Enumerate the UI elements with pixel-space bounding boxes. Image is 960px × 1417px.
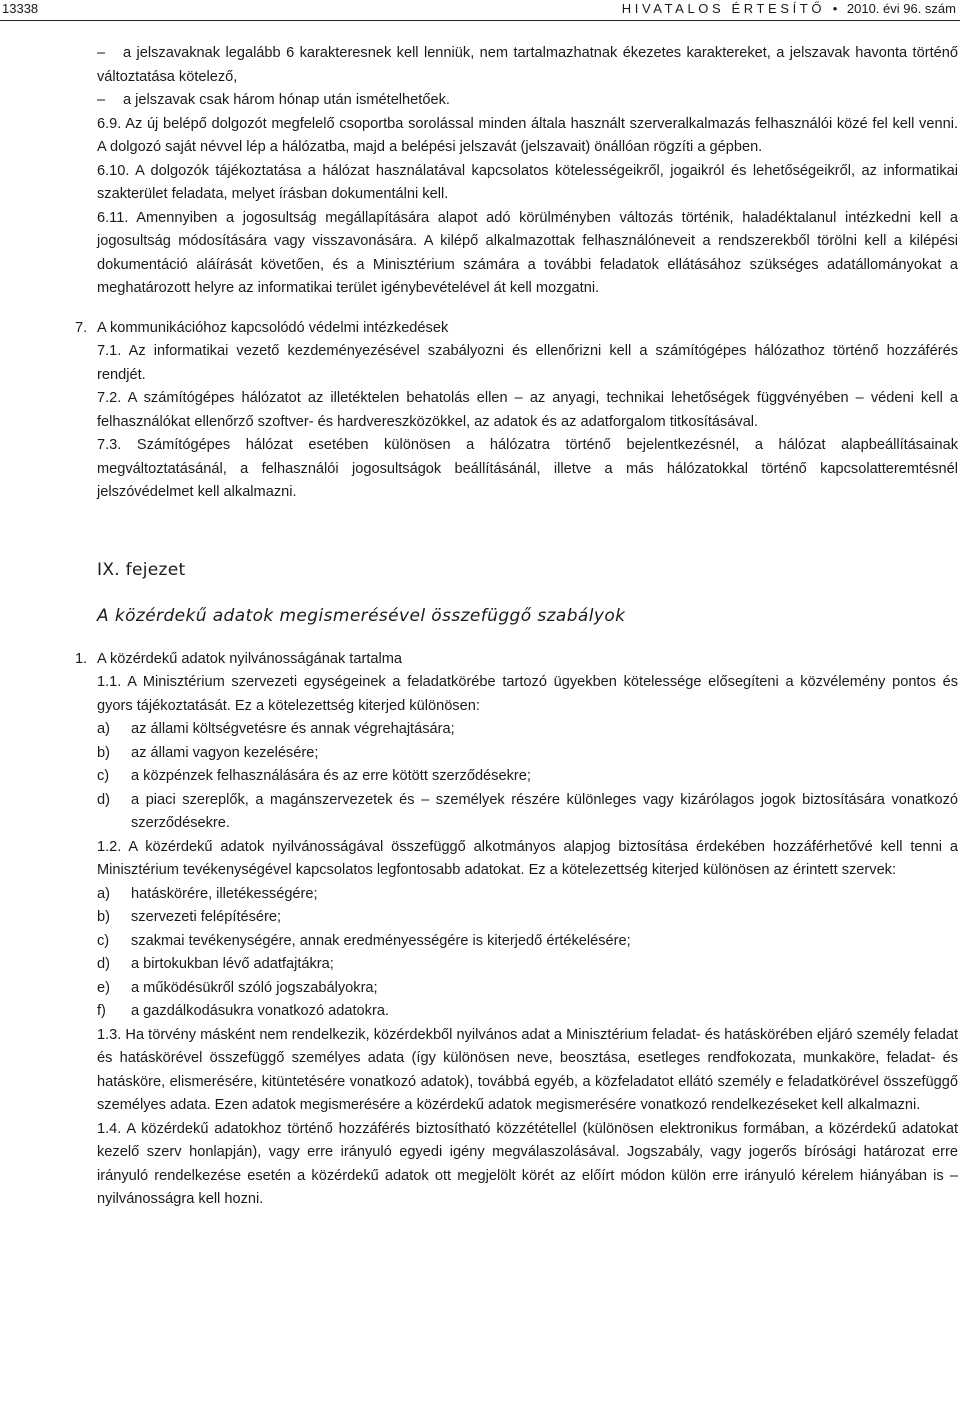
- list-text: hatáskörére, illetékességére;: [131, 885, 318, 902]
- list-label: e): [97, 979, 110, 996]
- chapter-title: A közérdekű adatok megismerésével összefüggő szabályok: [97, 605, 626, 626]
- list-item: [97, 883, 958, 907]
- list-item: [97, 765, 958, 789]
- list-item: [97, 718, 958, 742]
- bullet-separator: •: [832, 1, 838, 16]
- list-text: a működésükről szóló jogszabályokra;: [131, 979, 378, 996]
- list-item: [97, 977, 958, 1001]
- section-1-heading: [75, 648, 958, 672]
- paragraph-6-10: [97, 160, 958, 207]
- paragraph-number: 7.2.: [97, 390, 122, 406]
- page-header: [0, 0, 960, 21]
- section-7-heading: [75, 317, 958, 341]
- dash-mark: –: [97, 92, 106, 108]
- list-label: a): [97, 721, 110, 737]
- journal-name: HIVATALOS ÉRTESÍTŐ: [621, 1, 826, 16]
- paragraph-6-11: [97, 207, 958, 301]
- list-item: [97, 1000, 958, 1024]
- paragraph-6-9: [97, 113, 958, 160]
- list-item: [97, 906, 958, 930]
- list-text: a gazdálkodásukra vonatkozó adatokra.: [131, 1003, 389, 1019]
- paragraph-text: Az informatikai vezető kezdeményezésével szabályozni és ellenőrizni kell a számítógépes hálózathoz történő hozzáférés rendjét.: [97, 343, 959, 383]
- dash-mark: –: [97, 45, 106, 61]
- list-label: c): [97, 768, 110, 784]
- list-item: [97, 930, 958, 954]
- dash-item-text: a jelszavaknak legalább 6 karakteresnek kell lenniük, nem tartalmazhatnak ékezetes karaktereket, a jelszavak havonta történő változtatása kötelező,: [97, 45, 958, 85]
- list-text: szakmai tevékenységére, annak eredményességére is kiterjedő értékelésére;: [131, 932, 631, 949]
- page-number: 13338: [2, 1, 39, 16]
- list-label: b): [97, 909, 110, 925]
- section-number: 1.: [75, 650, 88, 667]
- list-text: a közpénzek felhasználására és az erre kötött szerződésekre;: [131, 768, 531, 784]
- paragraph-text: Az új belépő dolgozót megfelelő csoportba sorolással minden általa használt szerveralkalmazás felhasználói közé fel kell venni. A dolgozó saját névvel lép a hálózatba, majd a belépési jelszavát (jelszavait) önállóan rögzíti a gépben.: [97, 115, 959, 155]
- paragraph-text: A dolgozók tájékoztatása a hálózat használatával kapcsolatos kötelességeikről, jogaikról és lehetőségeikről, az informatikai szakterület feladata, melyet írásban dokumentálni kell.: [97, 162, 958, 202]
- dash-item: [97, 42, 958, 89]
- list-label: d): [97, 956, 110, 972]
- list-label: d): [97, 791, 110, 808]
- list-item: [97, 789, 958, 836]
- list-text: a piaci szereplők, a magánszervezetek és – személyek részére különleges vagy kizárólagos jogok biztosítására vonatkozó szerződésekre.: [131, 791, 958, 831]
- list-label: a): [97, 885, 110, 902]
- paragraph-text: Számítógépes hálózat esetében különösen a hálózatra történő bejelentkezésnél, a hálózat alapbeállításainak megváltoztatásánál, a felhasználói jogosultságok beállításánál, illetve a más hálózatokkal történő kapcsolatteremtésnél jelszóvédelmet kell alkalmazni.: [97, 437, 958, 500]
- list-label: b): [97, 744, 110, 761]
- paragraph-1-1: 1.1. A Minisztérium szervezeti egységeinek a feladatkörébe tartozó ügyekben kötelessége elősegíteni a közvélemény pontos és gyors tájékoztatását. Ez a kötelezettség kiterjed különösen:: [97, 674, 958, 714]
- section-number: 7.: [75, 319, 88, 336]
- document-body: [75, 42, 959, 1212]
- list-text: a birtokukban lévő adatfajtákra;: [131, 956, 334, 972]
- paragraph-text: A számítógépes hálózatot az illetéktelen behatolás ellen – az anyagi, technikai lehetőségek függvényében – védeni kell a felhasználókat ellenőrző szoftver- és hardvereszközökkel, az adatok és az adatforgalom titkosításával.: [97, 390, 959, 430]
- section-title: A kommunikációhoz kapcsolódó védelmi intézkedések: [97, 319, 449, 336]
- journal-title: [622, 0, 956, 18]
- section-title: A közérdekű adatok nyilvánosságának tartalma: [97, 650, 403, 667]
- paragraph-7-1: [97, 340, 958, 387]
- paragraph-text: Amennyiben a jogosultság megállapítására alapot adó körülményben változás történik, haladéktalanul intézkedni kell a jogosultság módosítására vagy visszavonására. A kilépő alkalmazottak felhasználóneveit a rendszerekből törölni kell a kilépési dokumentáció aláírását követően, és a Minisztérium számára a további feladatok ellátásához szükséges adatállományokat a meghatározott helyre az informatikai terület igénybevételével át kell mozgatni.: [97, 209, 958, 296]
- list-label: c): [97, 932, 110, 949]
- paragraph-number: 6.10.: [97, 162, 130, 179]
- dash-item-text: a jelszavak csak három hónap után ismételhetőek.: [123, 92, 450, 108]
- paragraph-1-3: 1.3. Ha törvény másként nem rendelkezik, közérdekből nyilvános adat a Minisztérium feladat- és hatáskörében eljáró személy feladat és hatáskörével összefüggő személyes adata (így különösen neve, beosztása, esetleges rendfokozata, munkaköre, feladat- és hatásköre, elismerésére, kitüntetésére vonatkozó adatok), továbbá egyéb, a közfeladatot ellátó személy e feladatkörével összefüggő személyes adata. Ezen adatok megismerésére a közérdekű adatok megismerésére vonatkozó rendelkezéseket kell alkalmazni.: [97, 1026, 958, 1113]
- list-item: [97, 742, 958, 766]
- paragraph-1-4: 1.4. A közérdekű adatokhoz történő hozzáférés biztosítható közzététellel (különösen elektronikus formában, a közérdekű adatokat kezelő szerv honlapján), vagy erre irányuló egyedi igény megválaszolásával. Jogszabály, vagy jogerős bírósági határozat erre irányuló rendelkezése esetén a közérdekű adatok ott megjelölt körét az előírt módon külön erre irányuló kérelem hiányában is – nyilvánosságra kell hozni.: [97, 1120, 958, 1207]
- paragraph-1-2: 1.2. A közérdekű adatok nyilvánosságával összefüggő alkotmányos alapjog biztosítása érdekében hozzáférhetővé kell tenni a Minisztérium tevékenységével kapcsolatos legfontosabb adatokat. Ez a kötelezettség kiterjed különösen az érintett szervek:: [97, 838, 958, 878]
- chapter-number: IX. fejezet: [97, 559, 186, 580]
- list-text: az állami költségvetésre és annak végrehajtására;: [131, 721, 455, 737]
- paragraph-number: 6.9.: [97, 115, 122, 132]
- dash-item: [97, 89, 958, 113]
- list-item: [97, 953, 958, 977]
- paragraph-7-2: [97, 387, 958, 434]
- paragraph-number: 7.3.: [97, 437, 122, 453]
- list-text: az állami vagyon kezelésére;: [131, 744, 319, 761]
- list-text: szervezeti felépítésére;: [131, 909, 282, 925]
- paragraph-7-3: [97, 434, 958, 505]
- issue-info: 2010. évi 96. szám: [846, 1, 956, 16]
- list-label: f): [97, 1003, 106, 1019]
- paragraph-number: 7.1.: [97, 343, 122, 359]
- paragraph-number: 6.11.: [97, 209, 129, 226]
